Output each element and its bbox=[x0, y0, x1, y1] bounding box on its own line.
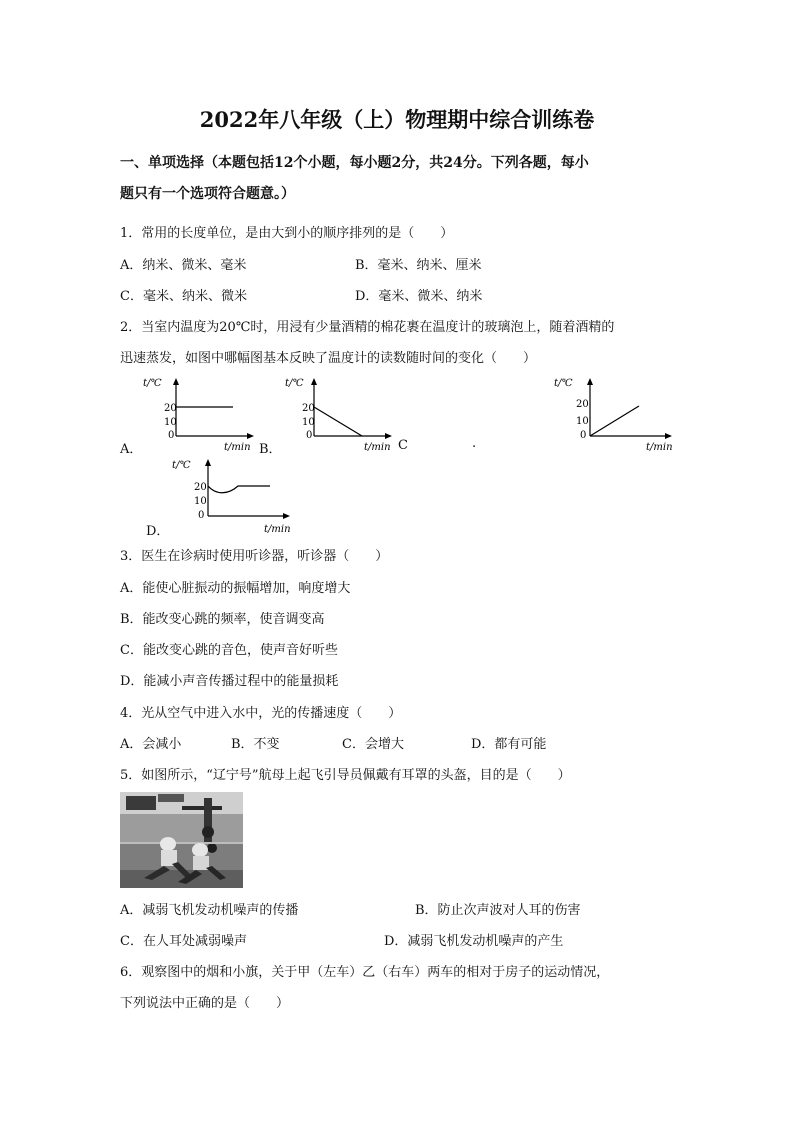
graph-a-tick-10: 10 bbox=[164, 417, 177, 428]
graph-a-tick-0: 0 bbox=[168, 430, 175, 441]
graph-b-y-arrow bbox=[311, 378, 317, 385]
graph-c-tick-0: 0 bbox=[580, 430, 587, 441]
graph-d-x-label: t/min bbox=[264, 524, 291, 534]
graph-c-curve bbox=[590, 406, 639, 436]
q1-option-d: D．毫米、微米、纳米 bbox=[355, 289, 483, 304]
graph-d-tick-10: 10 bbox=[194, 496, 207, 507]
q4-option-d: D．都有可能 bbox=[471, 737, 547, 752]
q5-option-a: A．减弱飞机发动机噪声的传播 bbox=[120, 903, 299, 918]
graph-c-y-arrow bbox=[587, 378, 593, 385]
q6-stem-line2: 下列说法中正确的是（ ） bbox=[120, 996, 290, 1011]
q1-option-a: A．纳米、微米、毫米 bbox=[120, 258, 247, 273]
graph-a-y-arrow bbox=[173, 378, 179, 385]
q6-stem-line1: 6．观察图中的烟和小旗，关于甲（左车）乙（右车）两车的相对于房子的运动情况， bbox=[120, 965, 610, 980]
q1-option-b: B．毫米、纳米、厘米 bbox=[355, 258, 482, 273]
q2-stem-line1: 2．当室内温度为20℃时，用浸有少量酒精的棉花裹在温度计的玻璃泡上，随着酒精的 bbox=[120, 320, 615, 335]
q4-option-b: B．不变 bbox=[231, 737, 280, 752]
graph-c bbox=[552, 370, 677, 452]
q4-option-a: A．会减小 bbox=[120, 737, 182, 752]
graph-c-y-label: t/℃ bbox=[554, 378, 573, 389]
graph-a-y-label: t/℃ bbox=[143, 378, 162, 389]
graph-b-curve bbox=[314, 407, 362, 436]
graph-d-y-arrow bbox=[205, 459, 211, 466]
graph-c-tick-20: 20 bbox=[576, 399, 589, 410]
graph-d-y-label: t/℃ bbox=[172, 460, 191, 471]
graph-a-x-label: t/min bbox=[224, 442, 251, 452]
q5-option-b: B．防止次声波对人耳的伤害 bbox=[415, 903, 581, 918]
q3-stem: 3．医生在诊病时使用听诊器，听诊器（ ） bbox=[120, 549, 389, 564]
carrier-deck-photo bbox=[120, 792, 243, 888]
graph-b-y-label: t/℃ bbox=[285, 378, 304, 389]
graph-a-label: A． bbox=[120, 442, 143, 457]
q2-stem-line2: 迅速蒸发，如图中哪幅图基本反映了温度计的读数随时间的变化（ ） bbox=[120, 351, 537, 366]
graph-d-label: D． bbox=[146, 524, 170, 539]
graph-b-label: B． bbox=[259, 442, 282, 457]
section-heading-line1: 一、单项选择（本题包括12个小题，每小题2分，共24分。下列各题，每小 bbox=[120, 155, 589, 171]
q1-stem: 1．常用的长度单位，是由大到小的顺序排列的是（ ） bbox=[120, 226, 454, 241]
carrier-deck-illustration bbox=[120, 792, 243, 888]
graph-d-tick-0: 0 bbox=[198, 510, 205, 521]
q3-option-d: D．能减小声音传播过程中的能量损耗 bbox=[120, 674, 339, 689]
graph-c-x-arrow bbox=[665, 433, 672, 439]
graph-c-label: C bbox=[398, 438, 408, 453]
page-title: 2022年八年级（上）物理期中综合训练卷 bbox=[199, 107, 595, 132]
q1-option-c: C．毫米、纳米、微米 bbox=[120, 289, 247, 304]
graph-b-tick-20: 20 bbox=[302, 403, 315, 414]
q3-option-c: C．能改变心跳的音色，使声音好听些 bbox=[120, 643, 338, 658]
graph-a-x-arrow bbox=[247, 433, 254, 439]
graph-d bbox=[170, 454, 295, 534]
q3-option-a: A．能使心脏振动的振幅增加，响度增大 bbox=[120, 581, 351, 596]
graph-b bbox=[282, 374, 397, 452]
q5-option-c: C．在人耳处减弱噪声 bbox=[120, 934, 247, 949]
graph-c-label-dot: . bbox=[472, 436, 477, 451]
graph-d-x-arrow bbox=[283, 513, 290, 519]
q4-option-c: C．会增大 bbox=[342, 737, 404, 752]
graph-c-x-label: t/min bbox=[646, 442, 673, 452]
graph-d-curve bbox=[208, 486, 270, 493]
section-heading-line2: 题只有一个选项符合题意。） bbox=[120, 186, 295, 202]
graph-a bbox=[140, 374, 255, 452]
graph-a-tick-20: 20 bbox=[164, 403, 177, 414]
q3-option-b: B．能改变心跳的频率，使音调变高 bbox=[120, 612, 325, 627]
q5-stem: 5．如图所示，“辽宁号”航母上起飞引导员佩戴有耳罩的头盔，目的是（ ） bbox=[120, 768, 571, 783]
q5-option-d: D．减弱飞机发动机噪声的产生 bbox=[384, 934, 564, 949]
graph-b-tick-10: 10 bbox=[302, 417, 315, 428]
graph-b-tick-0: 0 bbox=[306, 430, 313, 441]
graph-d-tick-20: 20 bbox=[194, 482, 207, 493]
q4-stem: 4．光从空气中进入水中，光的传播速度（ ） bbox=[120, 706, 402, 721]
graph-b-x-arrow bbox=[385, 433, 392, 439]
graph-c-tick-10: 10 bbox=[576, 416, 589, 427]
graph-b-x-label: t/min bbox=[364, 442, 391, 452]
